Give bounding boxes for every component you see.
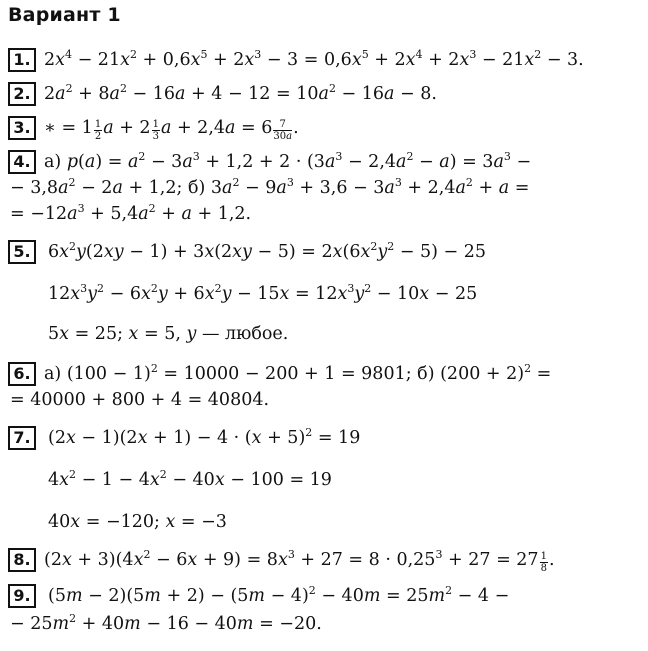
problem-4-line-3: = $-12a^3 + 5,4a^2 + a + 1,2$.: [10, 202, 252, 224]
problem-2-line: $2a^2 + 8a^2 - 16a + 4 - 12 = 10a^2 - 16a - 8$.: [44, 82, 437, 104]
problem-5-line-1: $6x^2y(2xy - 1) + 3x(2xy - 5) = 2x(6x^2y^2 - 5) - 25$: [48, 240, 487, 262]
problem-4-line-1: а) $p(a) = a^2 - 3a^3 + 1,2 + 2 \cdot (3a^3 - 2,4a^2 - a) = 3a^3$ −: [44, 150, 532, 172]
problem-number-1: 1.: [8, 48, 36, 72]
problem-8-line: $(2x + 3)(4x^2 - 6x + 9) = 8x^3 + 27 = 8 \cdot 0,25^3 + 27 = 27$ $\frac{1}{8}$ .: [44, 548, 555, 574]
problem-number-9: 9.: [8, 584, 36, 608]
problem-9-line-1: $(5m - 2)(5m + 2) - (5m - 4)^2 - 40m = 25m^2 - 4$ −: [48, 584, 510, 606]
problem-1-line: $2x^4 - 21x^2 + 0,6x^5 + 2x^3 - 3 = 0,6x^5 + 2x^4 + 2x^3 - 21x^2 - 3$.: [44, 48, 584, 70]
part-a-label: а): [44, 364, 62, 384]
problem-number-2: 2.: [8, 82, 36, 106]
problem-5-line-3: 5x = 25; x = 5, y — любое.: [48, 324, 289, 344]
problem-4-line-2: − $3,8a^2 - 2a + 1,2$; б) $3a^2 - 9a^3 + 3,6 - 3a^3 + 2,4a^2 + a$ =: [10, 176, 530, 198]
problem-number-5: 5.: [8, 240, 36, 264]
part-b-label: б): [417, 364, 435, 384]
any-value-text: — любое.: [201, 324, 289, 344]
problem-7-line-1: $(2x - 1)(2x + 1) - 4 \cdot (x + 5)^2 = 19$: [48, 426, 361, 448]
problem-number-4: 4.: [8, 150, 36, 174]
problem-7-line-2: $4x^2 - 1 - 4x^2 - 40x - 100 = 19$: [48, 468, 332, 490]
problem-number-6: 6.: [8, 362, 36, 386]
part-a-label: а): [44, 152, 62, 172]
problem-6-line-2: = 40000 + 800 + 4 = 40804.: [10, 390, 270, 410]
problem-3-line: ∗ = 1 $\frac{1}{2}$ a + 2 $\frac{1}{3}$ a + 2,4a = 6 $\frac{7}{30a}$ .: [44, 118, 299, 142]
problem-number-7: 7.: [8, 426, 36, 450]
page-title: Вариант 1: [8, 4, 121, 26]
part-b-label: б): [187, 178, 206, 198]
problem-number-8: 8.: [8, 548, 36, 572]
problem-number-3: 3.: [8, 116, 36, 140]
problem-9-line-2: − $25m^2 + 40m - 16 - 40m = -20$.: [10, 612, 322, 634]
problem-7-line-3: 40x = −120; x = −3: [48, 512, 227, 532]
problem-5-line-2: $12x^3y^2 - 6x^2y + 6x^2y - 15x = 12x^3y^2 - 10x - 25$: [48, 282, 478, 304]
problem-6-line-1: а) $(100 - 1)^2 = 10000 - 200 + 1 = 9801$; б) $(200 + 2)^2$ =: [44, 362, 552, 384]
